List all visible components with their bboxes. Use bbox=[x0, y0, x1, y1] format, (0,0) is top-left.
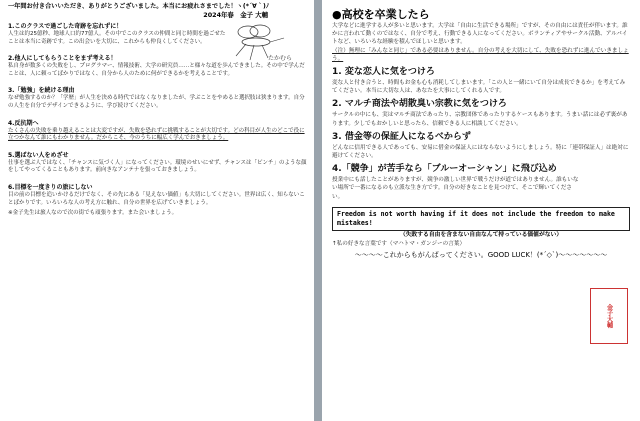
section-title: 3. 借金等の保証人になるべからず bbox=[332, 131, 471, 142]
section-title: 4.「競争」が苦手なら「ブルーオーシャン」に飛び込め bbox=[332, 164, 557, 175]
section-body: 私自身が数多くの失敗をし、プログラマー、情報技術、大学の研究員……と様々な道を歩んできました。その中で学んだことは、人に頼ってばかりではなく、自分から人のために何ができるかを考えることです。 bbox=[8, 63, 305, 77]
section-body: 授業中にも話したことがありますが、競争の激しい世界で戦うだけが道ではありません。誰もいない場所で一番になるのも立派な生き方です。自分の好きなことを見つけて、そこで輝いてください。 bbox=[332, 177, 579, 200]
right-page bbox=[322, 0, 640, 421]
section-body: たくさんの失敗を乗り越えることは大変ですが、失敗を恐れずに挑戦することが大切です。どの科目が人生のどこで役に立つかなんて誰にもわかりません。だからこそ、今のうちに幅広く学んでおきましょう。 bbox=[8, 127, 305, 142]
section-title: 2.他人にしてもらうことをまず考える！ bbox=[8, 55, 117, 63]
quote-translation: （失敗する自由を含まない自由なんて持っている価値がない） bbox=[399, 231, 563, 238]
section-title: 1.このクラスで過ごした奇跡を忘れずに！ bbox=[8, 23, 123, 30]
name-stamp: 金子大輔 bbox=[590, 288, 628, 344]
section-body: 目の前の目標を追いかけるだけでなく、その先にある「見えない価値」も大切にしてください。世界は広く、知らないことばかりです。いろいろな人の考え方に触れ、自分の世界を広げていきましょう。 bbox=[8, 191, 305, 206]
author-date: 2024年春 金子 大輔 bbox=[203, 11, 268, 19]
section-title: 1. 変な恋人に気をつけろ bbox=[332, 67, 435, 78]
page-title: ●高校を卒業したら bbox=[332, 8, 430, 21]
section-body: どんなに信用できる人であっても、安易に借金の保証人にはならないようにしましょう。特に「連帯保証人」は絶対に避けてください。 bbox=[332, 144, 629, 160]
section-body: 人生は約25億秒、地球人口約77億人。その中でこのクラスの仲間と同じ時間を過ごせたことは本当に奇跡です。この出会いを大切に、これからも仲良くしてください。 bbox=[8, 31, 226, 45]
page-header: 一年間お付き合いいただき、ありがとうございました。本当にお疲れさまでした！ヽ(*´∀｀)ﾉ bbox=[8, 3, 269, 10]
section-body: 変な人と付き合うと、時間もお金も心も消耗してしまいます。「この人と一緒にいて自分は成長できるか」を考えてみてください。本当に大切な人は、あなたを大事にしてくれる人です。 bbox=[332, 80, 626, 95]
closing-message: ～～～～これからもがんばってください。GOOD LUCK！(*´◇`)～～～～～～～ bbox=[354, 251, 608, 260]
quote-source: ↑私の好きな言葉です（マハトマ・ガンジーの言葉） bbox=[332, 240, 466, 247]
section-title: 5.選ばない人をめざせ bbox=[8, 151, 69, 159]
section-title: 6.目標を一度きりの旅にしない bbox=[8, 183, 93, 191]
left-page bbox=[0, 0, 314, 421]
section-title: 4.反抗期へ bbox=[8, 119, 39, 127]
section-title: 3.「勉強」を続ける理由 bbox=[8, 87, 75, 95]
left-body bbox=[8, 23, 228, 46]
quote-box: Freedom is not worth having if it does not include the freedom to make mistakes! bbox=[332, 207, 630, 231]
footer-note: ※金子先生は旅人なので次の街でも頑張ります。また会いましょう。 bbox=[8, 210, 178, 217]
section-title: 2. マルチ商法や胡散臭い宗教に気をつけろ bbox=[332, 99, 507, 110]
section-body: サークルの中にも、実はマルチ商法であったり、宗教団体であったりするケースもあります。うまい話には必ず裏があります。少しでもおかしいと思ったら、信頼できる人に相談してください。 bbox=[332, 112, 628, 127]
intro-note: （注）無理に「みんなと同じ」である必要はありません。自分の考えを大切にして、失敗を恐れずに進んでいきましょう。 bbox=[332, 47, 629, 62]
section-body: なぜ勉強するのか？「学歴」が人生を決める時代ではなくなりましたが、学ぶことをやめると選択肢は狭まります。自分の人生を自分でデザインできるように、学び続けてください。 bbox=[8, 95, 305, 109]
intro-paragraph: 大学などに進学する人が多いと思います。大学は「自由に生活できる場所」ですが、その自由には責任が伴います。誰かに言われて動くのではなく、自分で考え、行動できる人になってください。ボランティアやサークル活動、アルバイトなど、いろいろな経験を積んでほしいと思います。 bbox=[332, 23, 628, 46]
section-body: 仕事を選ぶ人ではなく、「チャンスに気づく人」になってください。環境のせいにせず、チャンスは「ピンチ」のような顔をしてやってくることもあります。前向きなアンテナを張っておきましょう。 bbox=[8, 159, 307, 174]
illustration-caption: たかむら bbox=[267, 55, 292, 62]
